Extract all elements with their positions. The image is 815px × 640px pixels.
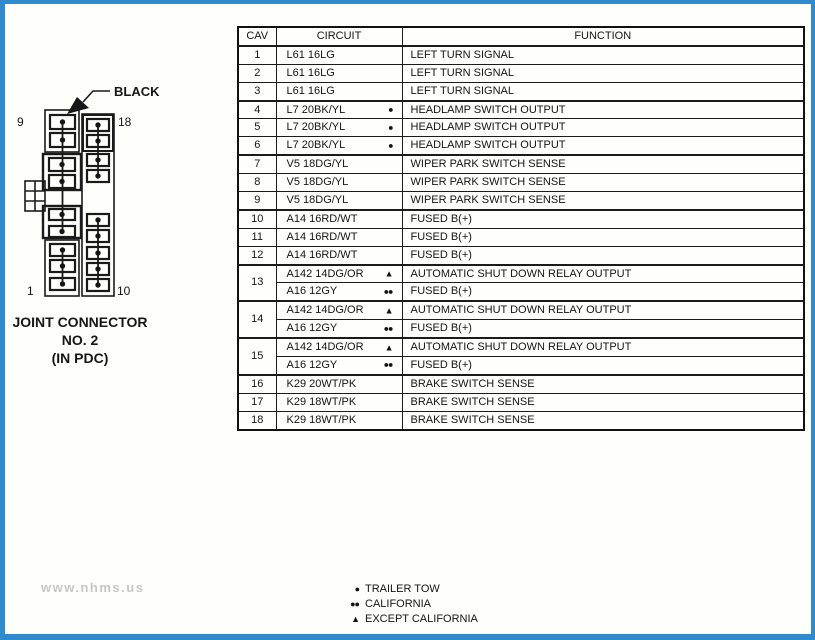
- table-row: [238, 246, 804, 264]
- circuit-code: A142 14DG/OR: [286, 341, 364, 354]
- function-cell: WIPER PARK SWITCH SENSE: [402, 174, 804, 192]
- circuit-cell: [276, 411, 402, 429]
- table-row: [238, 411, 804, 429]
- legend-marker-icon: ●●: [350, 598, 359, 609]
- circuit-code: V5 18DG/YL: [286, 176, 349, 189]
- table-row: [238, 338, 804, 356]
- circuit-code: L61 16LG: [286, 84, 335, 97]
- legend-label: CALIFORNIA: [365, 597, 432, 610]
- function-cell: FUSED B(+): [402, 228, 804, 246]
- circuit-code: A16 12GY: [286, 285, 338, 298]
- circuit-cell: [276, 64, 402, 82]
- function-cell: FUSED B(+): [402, 283, 804, 301]
- function-cell: BRAKE SWITCH SENSE: [402, 411, 804, 429]
- pin-label-10: 10: [117, 284, 131, 298]
- cav-cell: 15: [238, 338, 276, 375]
- circuit-cell: [276, 155, 402, 173]
- cav-cell: 2: [238, 64, 276, 82]
- table-row: [238, 375, 804, 393]
- cav-cell: 7: [238, 155, 276, 173]
- function-cell: LEFT TURN SIGNAL: [402, 64, 804, 82]
- table-row: [238, 174, 804, 192]
- col-header-cav: CAV: [238, 27, 276, 46]
- circuit-code: A142 14DG/OR: [286, 304, 364, 317]
- function-cell: FUSED B(+): [402, 357, 804, 375]
- legend-item: [335, 596, 478, 611]
- legend-marker-icon: ●: [354, 583, 359, 594]
- cav-cell: 17: [238, 393, 276, 411]
- cav-cell: 10: [238, 210, 276, 228]
- circuit-cell: [276, 357, 402, 375]
- col-header-circuit: CIRCUIT: [276, 27, 402, 46]
- cav-cell: 8: [238, 174, 276, 192]
- circuit-code: A16 12GY: [286, 358, 338, 371]
- joint-connector-diagram: [7, 64, 237, 374]
- cav-cell: 16: [238, 375, 276, 393]
- circuit-code: L7 20BK/YL: [286, 139, 346, 152]
- function-cell: HEADLAMP SWITCH OUTPUT: [402, 137, 804, 155]
- table-row: [238, 137, 804, 155]
- table-row: [238, 357, 804, 375]
- legend-marker-icon: ▲: [351, 613, 359, 624]
- cav-cell: 9: [238, 192, 276, 210]
- function-cell: HEADLAMP SWITCH OUTPUT: [402, 101, 804, 119]
- circuit-code: K29 20WT/PK: [286, 377, 357, 390]
- circuit-code: A16 12GY: [286, 322, 338, 335]
- legend-item: [335, 581, 478, 596]
- table-row: [238, 320, 804, 338]
- cav-cell: 11: [238, 228, 276, 246]
- circuit-cell: [276, 265, 402, 283]
- function-cell: FUSED B(+): [402, 246, 804, 264]
- circuit-cell: [276, 46, 402, 64]
- circuit-cell: [276, 246, 402, 264]
- pin-label-18: 18: [118, 115, 132, 129]
- table-row: [238, 301, 804, 319]
- function-cell: HEADLAMP SWITCH OUTPUT: [402, 119, 804, 137]
- circuit-cell: [276, 174, 402, 192]
- option-marker-icon: ▲: [384, 268, 393, 279]
- function-cell: FUSED B(+): [402, 210, 804, 228]
- circuit-cell: [276, 320, 402, 338]
- pinout-table-body: [238, 46, 804, 430]
- circuit-cell: [276, 375, 402, 393]
- option-marker-icon: ●●: [383, 359, 393, 370]
- circuit-code: L61 16LG: [286, 66, 335, 79]
- circuit-cell: [276, 338, 402, 356]
- cav-cell: 1: [238, 46, 276, 64]
- table-row: [238, 119, 804, 137]
- circuit-cell: [276, 137, 402, 155]
- pin-label-1: 1: [27, 284, 34, 298]
- function-cell: AUTOMATIC SHUT DOWN RELAY OUTPUT: [402, 265, 804, 283]
- option-marker-icon: ●: [388, 122, 393, 133]
- circuit-cell: [276, 228, 402, 246]
- function-cell: LEFT TURN SIGNAL: [402, 82, 804, 100]
- circuit-code: L61 16LG: [286, 48, 335, 61]
- circuit-code: K29 18WT/PK: [286, 395, 357, 408]
- circuit-cell: [276, 82, 402, 100]
- circuit-code: A14 16RD/WT: [286, 230, 358, 243]
- connector-caption-line1: JOINT CONNECTOR: [12, 314, 148, 330]
- circuit-cell: [276, 192, 402, 210]
- cav-cell: 18: [238, 411, 276, 429]
- table-header-row: [238, 27, 804, 46]
- legend: [335, 581, 478, 626]
- table-row: [238, 46, 804, 64]
- circuit-cell: [276, 119, 402, 137]
- function-cell: BRAKE SWITCH SENSE: [402, 375, 804, 393]
- cav-cell: 13: [238, 265, 276, 302]
- pin-label-9: 9: [17, 115, 24, 129]
- circuit-cell: [276, 393, 402, 411]
- cav-cell: 14: [238, 301, 276, 338]
- connector-caption-line3: (IN PDC): [51, 350, 109, 366]
- black-leader-line: [83, 91, 110, 102]
- cav-cell: 6: [238, 137, 276, 155]
- table-row: [238, 210, 804, 228]
- function-cell: FUSED B(+): [402, 320, 804, 338]
- option-marker-icon: ●: [388, 104, 393, 115]
- circuit-cell: [276, 301, 402, 319]
- option-marker-icon: ●: [388, 140, 393, 151]
- legend-label: EXCEPT CALIFORNIA: [365, 612, 478, 625]
- cav-cell: 4: [238, 101, 276, 119]
- option-marker-icon: ●●: [383, 323, 393, 334]
- cav-cell: 5: [238, 119, 276, 137]
- table-row: [238, 82, 804, 100]
- option-marker-icon: ●●: [383, 286, 393, 297]
- function-cell: BRAKE SWITCH SENSE: [402, 393, 804, 411]
- function-cell: WIPER PARK SWITCH SENSE: [402, 155, 804, 173]
- legend-item: [335, 611, 478, 626]
- circuit-cell: [276, 210, 402, 228]
- table-row: [238, 283, 804, 301]
- wire-color-label: BLACK: [114, 84, 160, 99]
- circuit-cell: [276, 101, 402, 119]
- table-row: [238, 265, 804, 283]
- circuit-code: L7 20BK/YL: [286, 103, 346, 116]
- circuit-code: L7 20BK/YL: [286, 121, 346, 134]
- watermark: www.nhms.us: [41, 580, 145, 595]
- circuit-code: K29 18WT/PK: [286, 413, 357, 426]
- circuit-cell: [276, 283, 402, 301]
- circuit-code: A142 14DG/OR: [286, 267, 364, 280]
- table-row: [238, 393, 804, 411]
- circuit-code: V5 18DG/YL: [286, 158, 349, 171]
- circuit-code: A14 16RD/WT: [286, 212, 358, 225]
- connector-caption-line2: NO. 2: [61, 332, 99, 348]
- circuit-code: A14 16RD/WT: [286, 248, 358, 261]
- cav-cell: 3: [238, 82, 276, 100]
- function-cell: AUTOMATIC SHUT DOWN RELAY OUTPUT: [402, 301, 804, 319]
- legend-label: TRAILER TOW: [365, 582, 440, 595]
- table-row: [238, 192, 804, 210]
- pinout-table: [237, 26, 805, 431]
- cav-cell: 12: [238, 246, 276, 264]
- table-row: [238, 228, 804, 246]
- table-row: [238, 155, 804, 173]
- option-marker-icon: ▲: [384, 342, 393, 353]
- function-cell: LEFT TURN SIGNAL: [402, 46, 804, 64]
- col-header-function: FUNCTION: [402, 27, 804, 46]
- option-marker-icon: ▲: [384, 305, 393, 316]
- circuit-code: V5 18DG/YL: [286, 193, 349, 206]
- function-cell: WIPER PARK SWITCH SENSE: [402, 192, 804, 210]
- function-cell: AUTOMATIC SHUT DOWN RELAY OUTPUT: [402, 338, 804, 356]
- table-row: [238, 64, 804, 82]
- table-row: [238, 101, 804, 119]
